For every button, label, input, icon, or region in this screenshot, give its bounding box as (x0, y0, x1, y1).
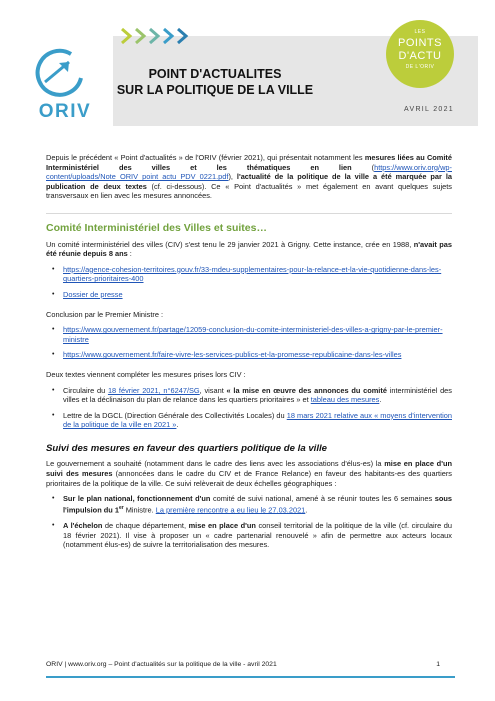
civ-paragraph (46, 240, 452, 259)
page-header (0, 0, 495, 132)
points-actu-badge (386, 20, 454, 88)
badge-les: LES (414, 29, 426, 35)
section-heading-civ: Comité Interministériel des Villes et suites… (46, 213, 452, 234)
press-kit-link[interactable]: Dossier de presse (63, 289, 123, 299)
intro-bold: l'actualité de la politique de la ville a été marquée par la publication de deux textes (46, 172, 452, 191)
item-text: Circulaire du (63, 385, 108, 395)
suivi-bold: mise en place d'un suivi des mesures (46, 459, 452, 479)
chevron-arrows-icon (120, 25, 190, 47)
item-text: . (176, 420, 179, 430)
item-text: , visant (199, 385, 227, 395)
act-link[interactable]: https://agence-cohesion-territoires.gouv.fr/33-mdeu-supplementaires-pour-la-relance-et-la-vie-quotidienne-dans-les-quartiers-prioritaires-400 (63, 264, 442, 284)
item-bold: A l'échelon (63, 520, 103, 530)
list-item (46, 350, 452, 360)
item-text: comité de suivi national, amené à se réunir toutes les 6 semaines (210, 494, 435, 504)
item-bold: Sur le plan national, fonctionnement d'un (63, 494, 211, 504)
footer-divider (46, 676, 455, 678)
item-text: interministériel des villes et la déclinaison du plan de relance dans les quartiers prioritaires » et (63, 385, 452, 405)
item-text: . (379, 395, 382, 405)
intro-text: (cf. ci-dessous). Ce « Point d'actualités » met également en avant quelques sujets transversaux en lien avec les mesures annoncées. (46, 181, 453, 201)
superscript: er (118, 504, 124, 511)
bullet-icon: • (52, 265, 55, 273)
civ-bold: n'avait pas été réunie depuis 8 ans (46, 239, 452, 259)
civ-text: Un comité interministériel des villes (CIV) s'est tenu le 29 janvier 2021 à Grigny. Cette instance, crée en 1988, (46, 239, 414, 249)
list-item (46, 290, 452, 300)
list-item (46, 386, 452, 405)
gouvernement-link-2[interactable]: https://www.gouvernement.fr/faire-vivre-les-services-publics-et-la-promesse-republicaine-dans-les-villes (63, 350, 402, 360)
bullet-icon: • (52, 495, 55, 503)
conclusion-paragraph: Conclusion par le Premier Ministre : (46, 309, 164, 319)
intro-bold: mesures liées au Comité Interministériel des villes et les thématiques en lien (46, 153, 452, 172)
bullet-icon: • (52, 386, 55, 394)
item-text: de chaque département, (102, 520, 189, 530)
footer-text: ORIV | www.oriv.org – Point d'actualités sur la politique de la ville - avril 2021 (46, 661, 277, 668)
list-item (46, 411, 452, 430)
logo-text: ORIV (38, 101, 92, 122)
page-footer (46, 661, 452, 668)
intro-text: ), (228, 172, 237, 182)
dgcl-letter-link[interactable]: 18 mars 2021 relative aux « moyens d'intervention de la politique de la ville en 2021 » (63, 410, 452, 430)
list-item (46, 494, 452, 515)
item-text: Ministre. (123, 505, 156, 515)
badge-line-2: D'ACTU (398, 50, 442, 62)
intro-text: Depuis le précédent « Point d'actualités » de l'ORIV (février 2021), qui présentait notamment les (46, 153, 365, 162)
oriv-logo (24, 48, 106, 124)
item-bold: mise en place d'un (188, 520, 256, 530)
intro-paragraph (46, 153, 452, 201)
note-link[interactable]: https://www.oriv.org/wp-content/uploads/Note_ORIV_point_actu_PDV_0221.pdf (46, 162, 452, 182)
first-meeting-link[interactable]: La première rencontre a eu lieu le 27.03.2021 (155, 505, 306, 515)
item-text: . (305, 505, 308, 515)
section-heading-suivi: Suivi des mesures en faveur des quartiers politique de la ville (46, 442, 327, 454)
civ-text: : (127, 249, 132, 259)
list-item (46, 265, 452, 284)
suivi-paragraph (46, 459, 452, 488)
circulaire-link[interactable]: 18 février 2021, n°6247/SG (107, 385, 200, 395)
bullet-icon: • (52, 351, 55, 359)
intro-text: ( (351, 162, 375, 172)
badge-line-3: DE L'ORIV (405, 64, 435, 70)
title-line-1: POINT D'ACTUALITES (148, 67, 282, 81)
conclusion-link-list (46, 325, 452, 360)
list-item (46, 521, 452, 550)
texts-paragraph: Deux textes viennent compléter les mesures prises lors CIV : (46, 369, 246, 379)
bullet-icon: • (52, 521, 55, 529)
suivi-text: Le gouvernement a souhaité (notamment dans le cadre des liens avec les associations d'élus-es) la (46, 459, 385, 469)
item-bold: « la mise en œuvre des annonces du comité (226, 385, 387, 395)
item-bold: sous l'impulsion du 1 (63, 494, 452, 515)
suivi-list (46, 494, 452, 549)
page-number: 1 (436, 661, 440, 668)
bullet-icon: • (52, 290, 55, 298)
suivi-text: (annoncées dans le cadre du CIV et de France Relance) en faveur des habitants-es des quartiers prioritaires de la politique de la ville. Ce suivi relèverait de deux échelles géographiques : (46, 469, 453, 488)
gouvernement-link-1[interactable]: https://www.gouvernement.fr/partage/12059-conclusion-du-comite-interministeriel-des-villes-a-grigny-par-le-premier-ministre (63, 325, 443, 344)
page-title (110, 66, 320, 98)
document-body (46, 153, 452, 550)
item-text: conseil territorial de la politique de la ville (cf. circulaire du 18 février 2021). Il vise à proposer un « cadre partenarial renouvelé » afin de permettre aux acteurs locaux (notamment élus-es) de suivre la territorialisation des mesures. (63, 520, 452, 550)
civ-link-list (46, 265, 452, 300)
item-text: Lettre de la DGCL (Direction Générale des Collectivités Locales) du (63, 410, 287, 420)
badge-line-1: POINTS (398, 37, 442, 49)
list-item (46, 325, 452, 344)
texts-list (46, 386, 452, 430)
bullet-icon: • (52, 411, 55, 419)
oriv-logo-icon (31, 48, 89, 100)
measures-table-link[interactable]: tableau des mesures (310, 395, 380, 405)
issue-date: AVRIL 2021 (404, 106, 454, 113)
title-line-2: SUR LA POLITIQUE DE LA VILLE (116, 83, 314, 97)
bullet-icon: • (52, 326, 55, 334)
